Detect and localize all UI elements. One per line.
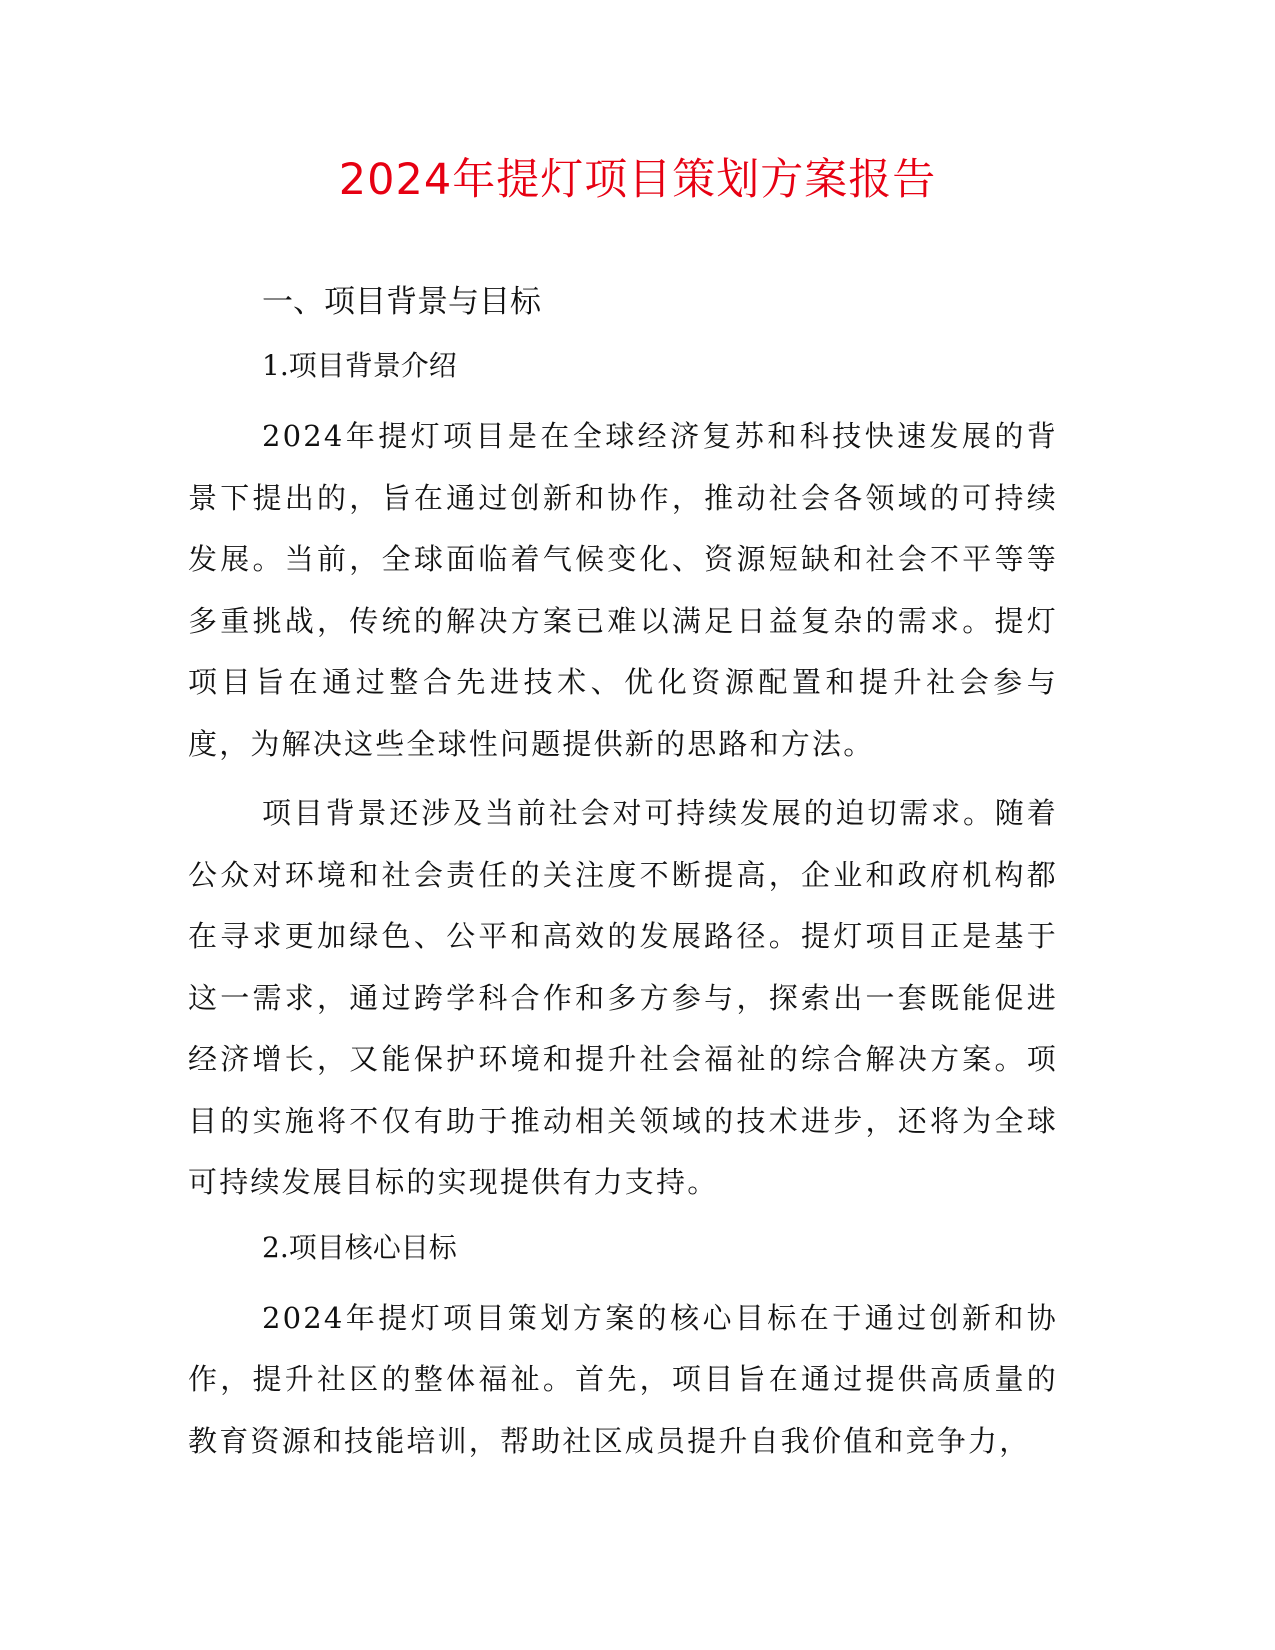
document-body xyxy=(188,282,1058,1472)
document-title: 2024年提灯项目策划方案报告 xyxy=(338,155,937,205)
section-heading: 一、项目背景与目标 xyxy=(262,284,541,320)
paragraph: 2024年提灯项目策划方案的核心目标在于通过创新和协作，提升社区的整体福祉。首先，项目旨在通过提供高质量的教育资源和技能培训，帮助社区成员提升自我价值和竞争力， xyxy=(188,1300,1058,1458)
subsection-heading: 1.项目背景介绍 xyxy=(262,349,457,382)
paragraph: 项目背景还涉及当前社会对可持续发展的迫切需求。随着公众对环境和社会责任的关注度不断提高，企业和政府机构都在寻求更加绿色、公平和高效的发展路径。提灯项目正是基于这一需求，通过跨学科合作和多方参与，探索出一套既能促进经济增长，又能保护环境和提升社会福祉的综合解决方案。项目的实施将不仅有助于推动相关领域的技术进步，还将为全球可持续发展目标的实现提供有力支持。 xyxy=(188,796,1058,1199)
subsection-heading: 2.项目核心目标 xyxy=(262,1230,457,1264)
paragraph: 2024年提灯项目是在全球经济复苏和科技快速发展的背景下提出的，旨在通过创新和协作，推动社会各领域的可持续发展。当前，全球面临着气候变化、资源短缺和社会不平等等多重挑战，传统的解决方案已难以满足日益复杂的需求。提灯项目旨在通过整合先进技术、优化资源配置和提升社会参与度，为解决这些全球性问题提供新的思路和方法。 xyxy=(188,419,1058,761)
